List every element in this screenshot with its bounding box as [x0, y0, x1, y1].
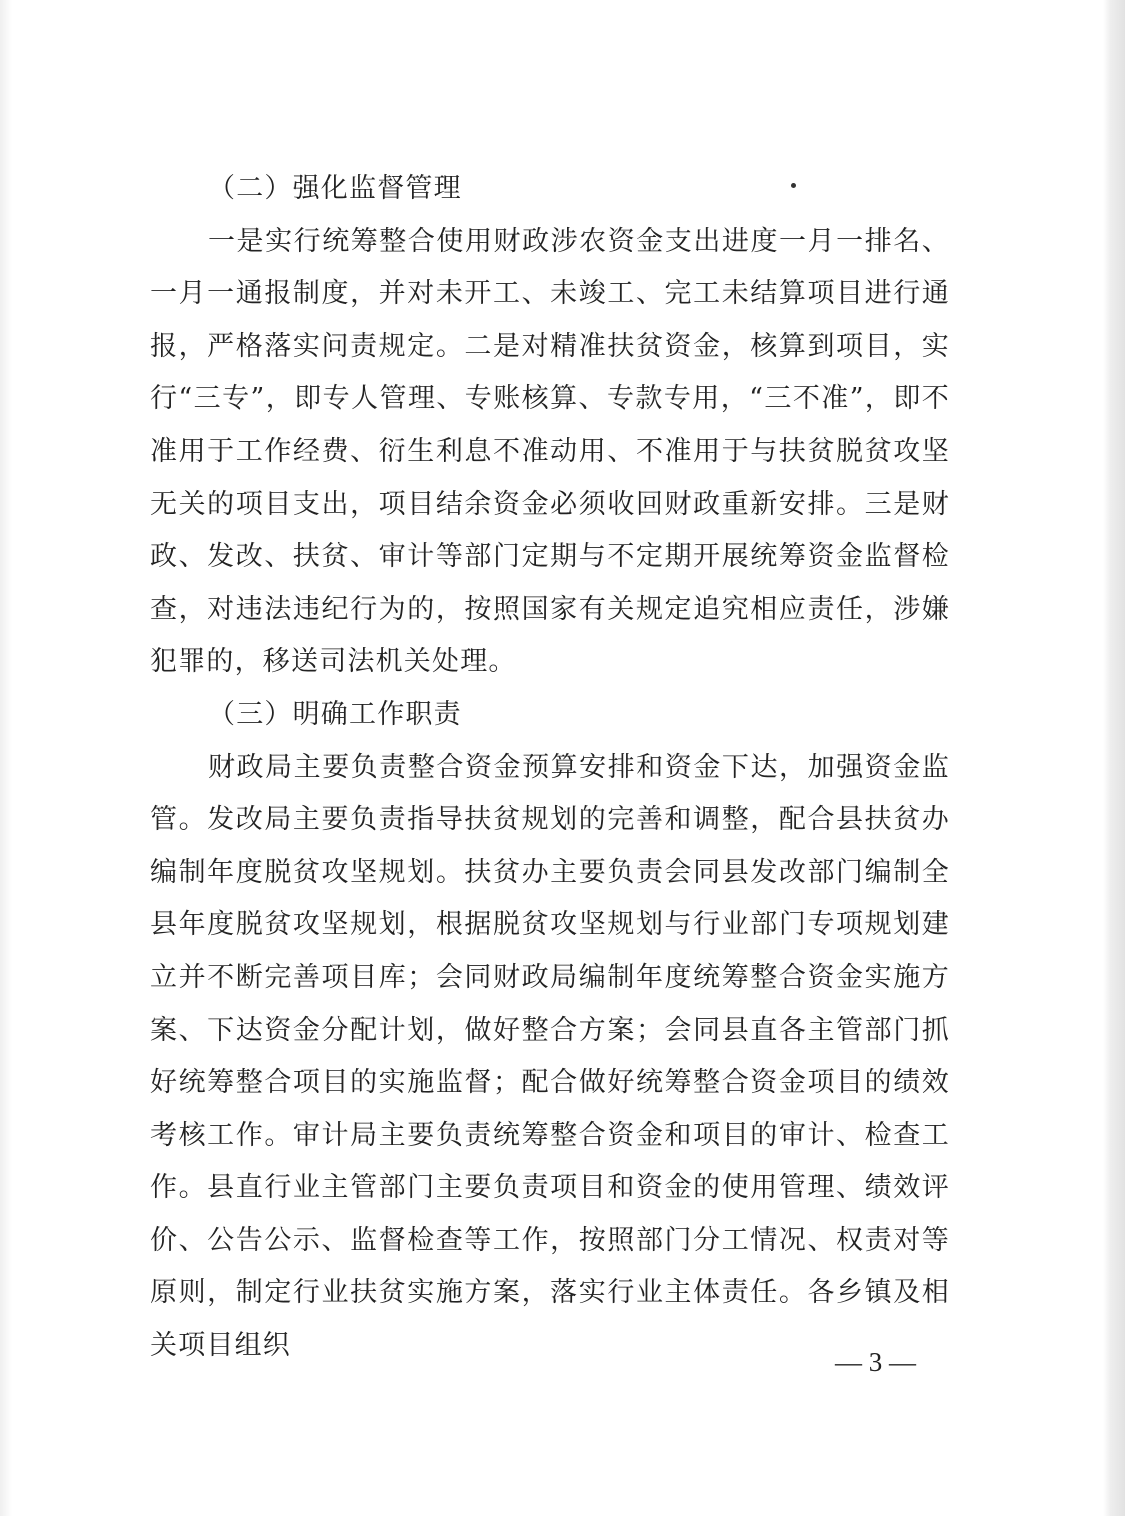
paragraph-supervision: 一是实行统筹整合使用财政涉农资金支出进度一月一排名、一月一通报制度，并对未开工、未竣工、完工未结算项目进行通报，严格落实问责规定。二是对精准扶贫资金，核算到项目，实行“三专”，即专人管理、专账核算、专款专用，“三不准”，即不准用于工作经费、衍生利息不准动用、不准用于与扶贫脱贫攻坚无关的项目支出，项目结余资金必须收回财政重新安排。三是财政、发改、扶贫、审计等部门定期与不定期开展统筹资金监督检查，对违法违纪行为的，按照国家有关规定追究相应责任，涉嫌犯罪的，移送司法机关处理。	[150, 225, 950, 678]
section-heading-responsibilities: （三）明确工作职责	[208, 698, 462, 730]
paragraph-responsibilities: 财政局主要负责整合资金预算安排和资金下达，加强资金监管。发改局主要负责指导扶贫规划的完善和调整，配合县扶贫办编制年度脱贫攻坚规划。扶贫办主要负责会同县发改部门编制全县年度脱贫攻坚规划，根据脱贫攻坚规划与行业部门专项规划建立并不断完善项目库；会同财政局编制年度统筹整合资金实施方案、下达资金分配计划，做好整合方案；会同县直各主管部门抓好统筹整合项目的实施监督；配合做好统筹整合资金项目的绩效考核工作。审计局主要负责统筹整合资金和项目的审计、检查工作。县直行业主管部门主要负责项目和资金的使用管理、绩效评价、公告公示、监督检查等工作，按照部门分工情况、权责对等原则，制定行业扶贫实施方案，落实行业主体责任。各乡镇及相关项目组织	[150, 751, 950, 1362]
document-body	[150, 163, 950, 1373]
section-heading-supervision: （二）强化监督管理	[208, 173, 462, 204]
page-left-edge-shadow	[0, 0, 12, 1516]
page-right-edge-shadow	[1103, 0, 1125, 1516]
page-number: — 3 —	[835, 1347, 916, 1377]
